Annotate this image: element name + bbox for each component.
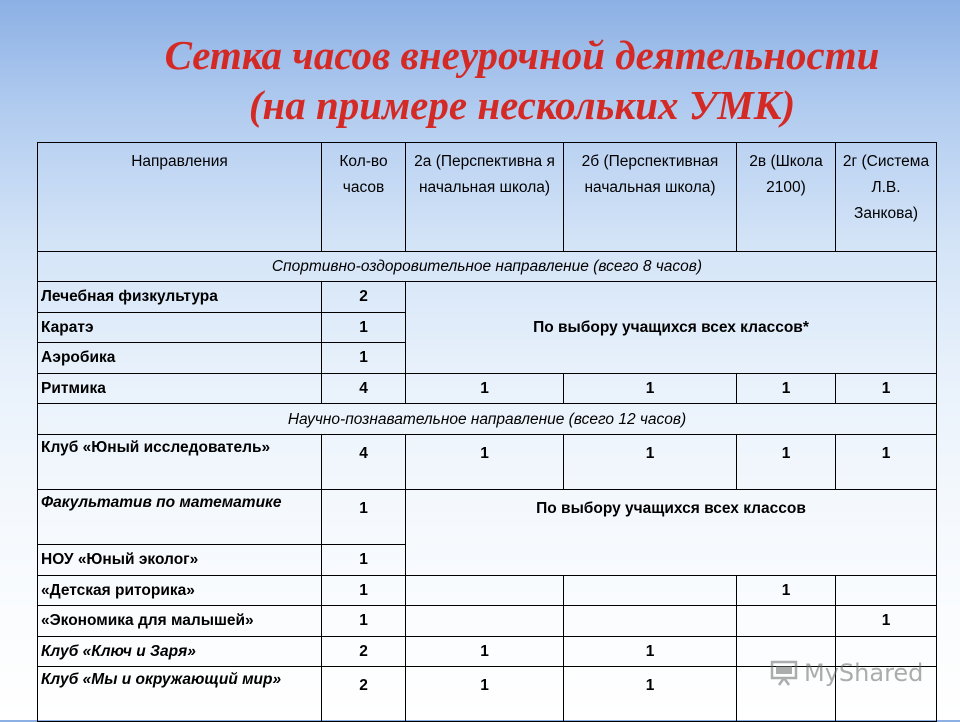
header-hours: Кол-во часов bbox=[322, 143, 406, 252]
row-name: Клуб «Мы и окружающий мир» bbox=[38, 667, 322, 722]
cell-2g: 1 bbox=[836, 606, 937, 637]
row-hours: 2 bbox=[322, 282, 406, 313]
header-2b: 2б (Перспективная начальная школа) bbox=[564, 143, 737, 252]
watermark bbox=[770, 657, 940, 689]
row-hours: 4 bbox=[322, 374, 406, 404]
row-hours: 1 bbox=[322, 313, 406, 343]
table-row bbox=[38, 606, 937, 637]
cell-2a: 1 bbox=[406, 374, 564, 404]
header-row bbox=[38, 143, 937, 252]
row-name: Клуб «Юный исследователь» bbox=[38, 435, 322, 490]
watermark-text: MyShared bbox=[804, 659, 924, 687]
title-line-1: Сетка часов внеурочной деятельности bbox=[164, 32, 880, 78]
row-hours: 2 bbox=[322, 637, 406, 667]
presentation-icon bbox=[770, 660, 798, 686]
cell-2a: 1 bbox=[406, 435, 564, 490]
section-row-science bbox=[38, 404, 937, 435]
row-hours: 1 bbox=[322, 606, 406, 637]
cell-2a bbox=[406, 606, 564, 637]
header-2g: 2г (Система Л.В. Занкова) bbox=[836, 143, 937, 252]
cell-2v bbox=[737, 606, 836, 637]
row-name: «Экономика для малышей» bbox=[38, 606, 322, 637]
table-row bbox=[38, 435, 937, 490]
header-directions: Направления bbox=[38, 143, 322, 252]
section-science: Научно-познавательное направление (всего 12 часов) bbox=[38, 404, 937, 435]
row-hours: 2 bbox=[322, 667, 406, 722]
cell-2g bbox=[836, 576, 937, 606]
cell-2b: 1 bbox=[564, 667, 737, 722]
row-name: Каратэ bbox=[38, 313, 322, 343]
row-hours: 1 bbox=[322, 343, 406, 374]
row-name: НОУ «Юный эколог» bbox=[38, 545, 322, 576]
cell-2a: 1 bbox=[406, 667, 564, 722]
sport-choice-note: По выбору учащихся всех классов* bbox=[406, 282, 937, 374]
header-2v: 2в (Школа 2100) bbox=[737, 143, 836, 252]
cell-2v: 1 bbox=[737, 576, 836, 606]
row-hours: 1 bbox=[322, 576, 406, 606]
cell-2b: 1 bbox=[564, 374, 737, 404]
row-hours: 4 bbox=[322, 435, 406, 490]
row-name: Ритмика bbox=[38, 374, 322, 404]
table-row bbox=[38, 282, 937, 313]
table-row bbox=[38, 576, 937, 606]
row-name: Аэробика bbox=[38, 343, 322, 374]
table-row bbox=[38, 374, 937, 404]
title-line-2: (на примере нескольких УМК) bbox=[248, 82, 796, 128]
science-choice-note: По выбору учащихся всех классов bbox=[406, 490, 937, 576]
hours-table bbox=[37, 142, 937, 722]
slide-title bbox=[0, 30, 960, 130]
cell-2a bbox=[406, 576, 564, 606]
header-2a: 2а (Перспективна я начальная школа) bbox=[406, 143, 564, 252]
cell-2b: 1 bbox=[564, 435, 737, 490]
cell-2b bbox=[564, 606, 737, 637]
table-row bbox=[38, 490, 937, 545]
cell-2a: 1 bbox=[406, 637, 564, 667]
cell-2b: 1 bbox=[564, 637, 737, 667]
section-sport: Спортивно-оздоровительное направление (всего 8 часов) bbox=[38, 252, 937, 282]
row-hours: 1 bbox=[322, 545, 406, 576]
cell-2g: 1 bbox=[836, 435, 937, 490]
section-row-sport bbox=[38, 252, 937, 282]
row-name: Лечебная физкультура bbox=[38, 282, 322, 313]
row-name: Факультатив по математике bbox=[38, 490, 322, 545]
row-hours: 1 bbox=[322, 490, 406, 545]
row-name: Клуб «Ключ и Заря» bbox=[38, 637, 322, 667]
row-name: «Детская риторика» bbox=[38, 576, 322, 606]
cell-2g: 1 bbox=[836, 374, 937, 404]
cell-2v: 1 bbox=[737, 374, 836, 404]
cell-2v: 1 bbox=[737, 435, 836, 490]
cell-2b bbox=[564, 576, 737, 606]
